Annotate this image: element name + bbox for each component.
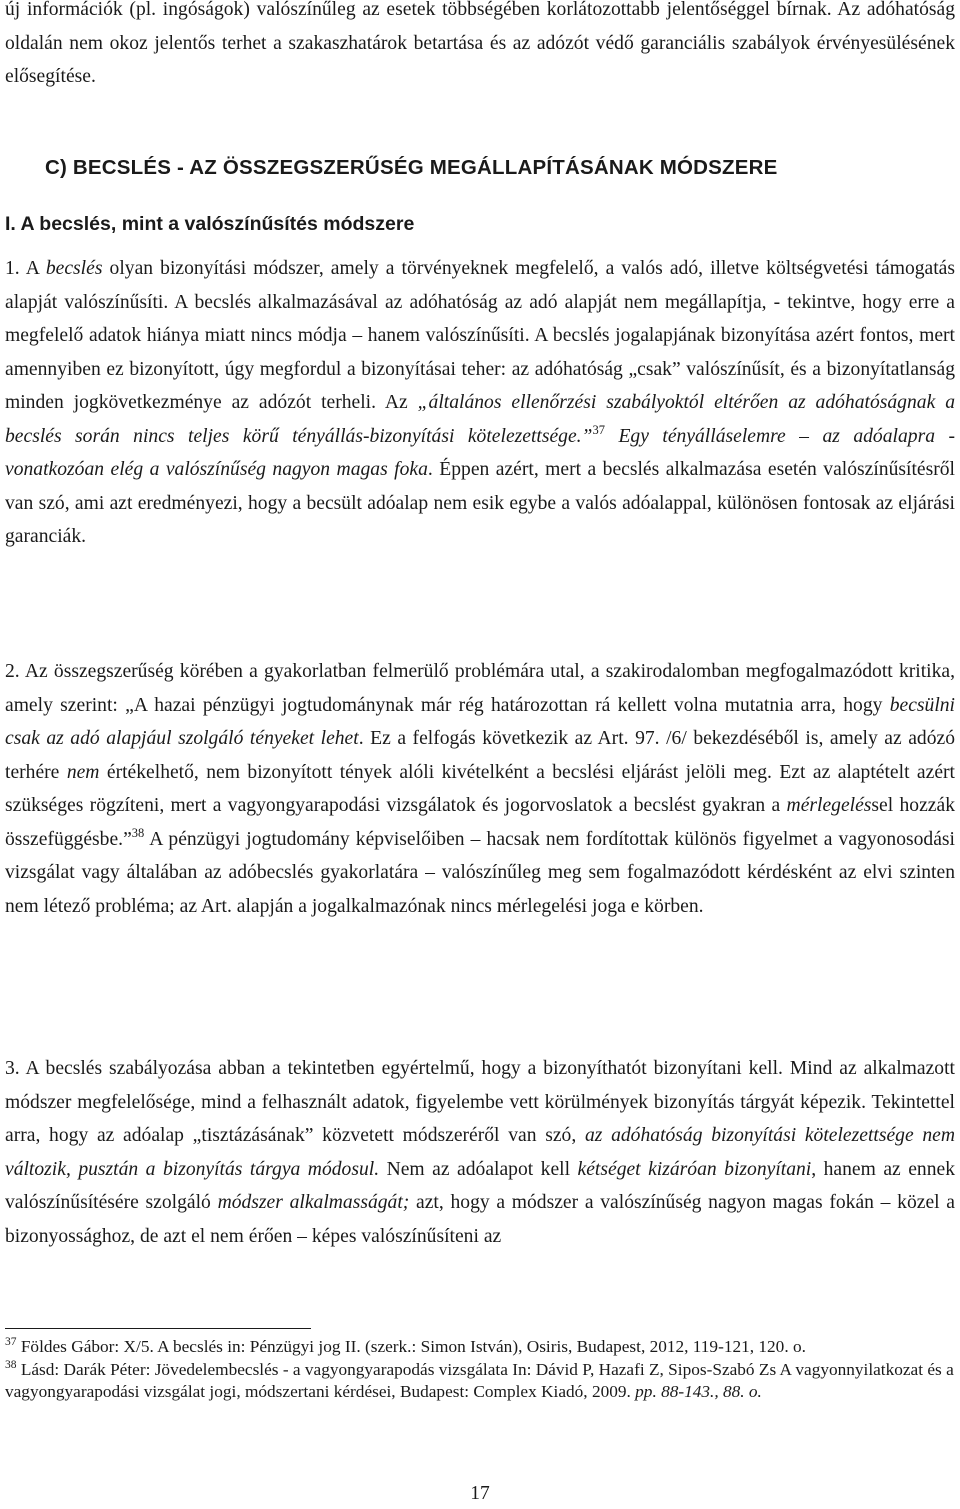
footnote-text: Lásd: Darák Péter: Jövedelembecslés - a vagyongyarapodás vizsgálata In: Dávid P, Hazafi Z, Sipos-Szabó Zs A vagyonnyilatkozat és a vagyongyarapodási vizsgálat jogi, módszertani kérdései, Budapest: Complex Kiadó, 2009. [5, 1359, 954, 1401]
p2-italic-b: becsülni csak az adó alapjául szolgáló tényeket lehet [5, 694, 955, 749]
page-number: 17 [470, 1483, 490, 1504]
p3-italic-d: kétséget kizáróan bizonyítani [577, 1158, 812, 1180]
p1-text-f: . Éppen azért, mert a becslés alkalmazása esetén valószínűsítésről van szó, ami azt eredményezi, hogy a becsült adóalap nem esik egybe a valós adóalappal, különösen fontosak az eljárási garanciák. [5, 459, 955, 547]
paragraph-2 [5, 655, 955, 923]
p3-text-a: 3. A becslés szabályozása abban a tekintetben egyértelmű, hogy a bizonyíthatót bizonyítani kell. Mind az alkalmazott módszer megfelelősége, mind a felhasznált adatok, figyelembe vett körülmények bizonyítás tárgyát képezik. Tekintettel arra, hogy az adóalap „tisztázásának” közvetett módszeréről van szó, [5, 1058, 955, 1146]
p3-text-e: , hanem az ennek valószínűsítésére szolgáló [5, 1158, 955, 1213]
p3-text-c: Nem az adóalapot kell [379, 1158, 578, 1180]
footnote-text: Földes Gábor: X/5. A becslés in: Pénzügyi jog II. (szerk.: Simon István), Osiris, Budapest, 2012, 119-121, 120. o. [16, 1337, 806, 1356]
p2-italic-merlegeles: mérlegelés [786, 795, 872, 816]
paragraph-3 [5, 1052, 955, 1253]
footnote-number: 38 [5, 1358, 17, 1371]
footnote-38 [5, 1359, 955, 1404]
section-heading: C) BECSLÉS - AZ ÖSSZEGSZERŰSÉG MEGÁLLAPÍTÁSÁNAK MÓDSZERE [45, 156, 778, 179]
p2-italic-nem: nem [66, 761, 100, 783]
footnote-37 [5, 1336, 955, 1359]
p2-text-e: értékelhető, nem bizonyított tények alóli kivételként a becslési eljárást jelöli meg. Ezt az alaptételt azért szükséges rögzíteni, mert a vagyongyarapodási vizsgálatok és jogorvoslatok a becslést gyakran a [5, 761, 955, 816]
intro-paragraph: új információk (pl. ingóságok) valószínűleg az esetek többségében korlátozottabb jelentőséggel bírnak. Az adóhatóság oldalán nem okoz jelentős terhet a szakaszhatárok betartása és az adózót védő garanciális szabályok érvényesülésének elősegítése. [5, 0, 955, 87]
p1-italic-e: Egy tényálláselemre – az adóalapra - vonatkozóan elég a valószínűség nagyon magas foka [5, 425, 955, 480]
footnote-number: 37 [5, 1336, 17, 1348]
p2-text-a: 2. Az összegszerűség körében a gyakorlatban felmerülő problémára utal, a szakirodalomban megfogalmazódott kritika, amely szerint: „A hazai pénzügyi jogtudománynak már rég határozottan rá kellett volna mutatnia arra, hogy [5, 661, 955, 716]
p3-italic-b: az adóhatóság bizonyítási kötelezettsége nem változik, pusztán a bizonyítás tárgya módosul. [5, 1125, 956, 1180]
footnote-ref-37[interactable]: 37 [592, 422, 605, 437]
footnote-ref-38[interactable]: 38 [131, 825, 145, 840]
p3-italic-f: módszer alkalmasságát; [217, 1192, 410, 1213]
p2-text-h: A pénzügyi jogtudomány képviselőiben – hacsak nem fordítottak különös figyelmet a vagyonosodási vizsgálat vagy általában az adóbecslés gyakorlatára – valószínűleg meg sem fogalmazódott kérdésként az elvi szinten nem létező probléma; az Art. alapján a jogalkalmazónak nincs mérlegelési joga e körben. [5, 828, 955, 917]
footnotes [5, 1336, 955, 1404]
subsection-heading: I. A becslés, mint a valószínűsítés módszere [5, 213, 415, 235]
p2-text-c: . Ez a felfogás következik az Art. 97. /6/ bekezdéséből is, amely az adózó terhére [5, 728, 955, 783]
p1-quote: „általános ellenőrzési szabályoktól eltérően az adóhatóságnak a becslés során nincs teljes körű tényállás-bizonyítási kötelezettsége.” [5, 392, 955, 447]
p1-text-c: olyan bizonyítási módszer, amely a törvényeknek megfelelő, a valós adó, illetve költségvetési támogatás alapját valószínűsíti. A becslés alkalmazásával az adóhatóság az adó alapját nem megállapítja, - tekintve, hogy erre a megfelelő adatok hiánya miatt nincs módja – hanem valószínűsíti. A becslés jogalapjának bizonyítása azért fontos, mert amennyiben ez bizonyított, úgy megfordul a bizonyításai teher: az adóhatóság „csak” valószínűsít, és a bizonyítatlanság minden jogkövetkezménye az adózót terheli. Az [5, 258, 955, 413]
paragraph-1 [5, 252, 955, 554]
p1-italic-becsles: becslés [45, 258, 103, 279]
footnote-pages: pp. 88-143., 88. o. [635, 1382, 762, 1401]
p2-text-g: sel hozzák összefüggésbe.” [5, 795, 955, 850]
p1-text-a: 1. A [5, 258, 46, 279]
footnote-divider [5, 1328, 311, 1329]
p3-text-g: azt, hogy a módszer a valószínűség nagyon magas fokán – közel a bizonyossághoz, de azt el nem érően – képes valószínűsíteni az [5, 1192, 955, 1247]
